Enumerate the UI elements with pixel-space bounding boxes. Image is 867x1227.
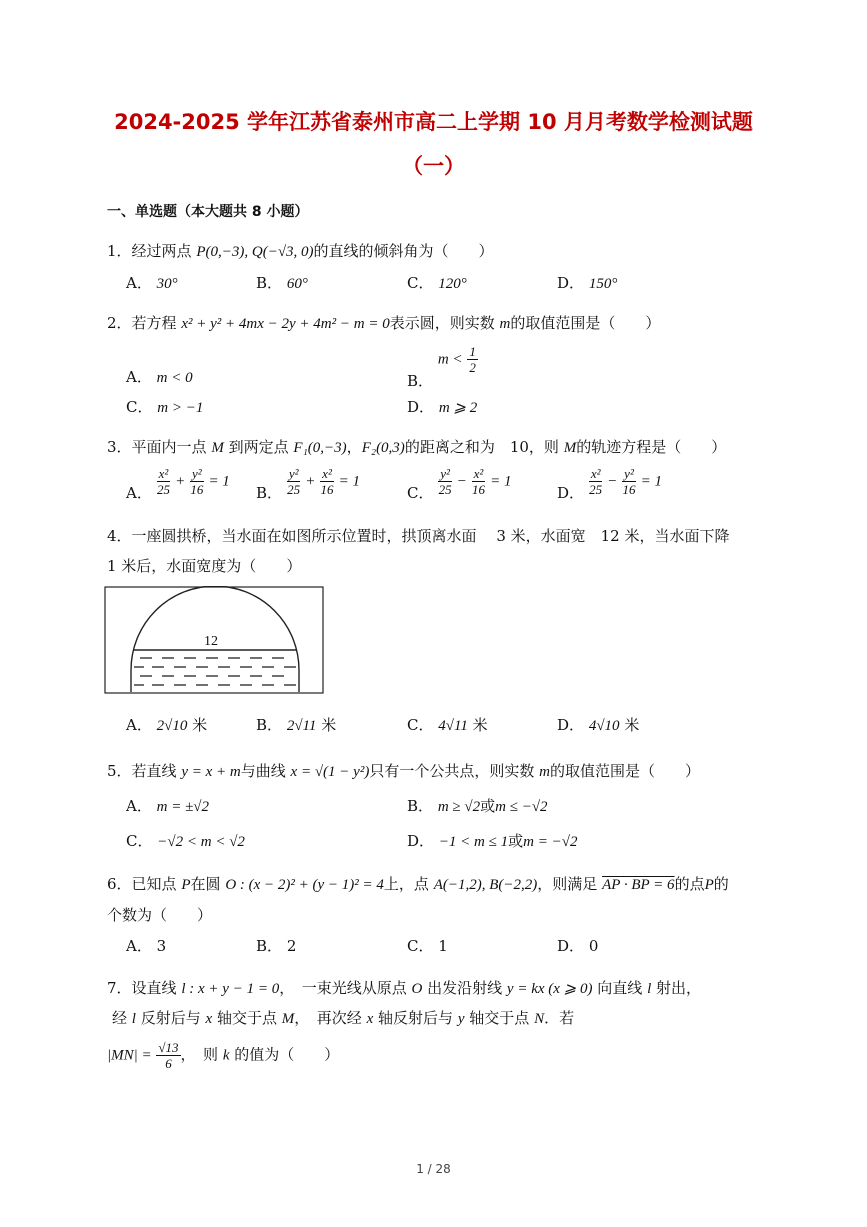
option-b: B． 2√11 米 bbox=[256, 716, 337, 734]
arch-bridge-figure bbox=[104, 586, 326, 696]
question-7-line-3: |MN| = $\frac{√13}{6}$ ， 则 k 的值为（ ） bbox=[107, 1040, 340, 1071]
question-7: 7．设直线 l : x + y − 1 = 0， 一束光线从原点 O 出发沿射线 y = kx (x ⩾ 0) 向直线 l 射出， bbox=[107, 979, 702, 997]
option-b: B． m ≥ √2或m ≤ −√2 bbox=[407, 797, 548, 815]
option-a: A． $\frac{\text{x²}}{25}$ + $\frac{\text{y²}}{16}$ = 1 bbox=[126, 466, 230, 502]
question-number: 4． bbox=[107, 527, 132, 545]
option-c: C． m > −1 bbox=[126, 398, 204, 416]
option-c: C． $\frac{\text{y²}}{25}$ − $\frac{\text{x²}}{16}$ = 1 bbox=[407, 466, 512, 502]
option-a: A． 2√10 米 bbox=[126, 716, 208, 734]
option-d: D． 0 bbox=[557, 937, 599, 955]
math-expr: P(0,−3), Q(−√3, 0) bbox=[196, 244, 314, 260]
question-number: 6． bbox=[107, 875, 132, 893]
figure-width-label: 12 bbox=[204, 634, 218, 649]
fraction: $\frac{1}{2}$ bbox=[469, 344, 476, 375]
question-number: 1． bbox=[107, 242, 132, 260]
question-4-line-2: 1 米后，水面宽度为（ ） bbox=[107, 557, 302, 575]
page-subtitle: （一） bbox=[402, 154, 465, 178]
question-number: 5． bbox=[107, 762, 132, 780]
question-7-line-2: 经 l 反射后与 x 轴交于点 M， 再次经 x 轴反射后与 y 轴交于点 N．若 bbox=[112, 1009, 575, 1027]
question-1: 1．经过两点 P(0,−3), Q(−√3, 0)的直线的倾斜角为（ ） bbox=[107, 242, 494, 260]
option-b: B． $\frac{\text{y²}}{25}$ + $\frac{\text{x²}}{16}$ = 1 bbox=[256, 466, 360, 502]
option-a: A． m < 0 bbox=[126, 368, 193, 386]
option-b: B． 2 bbox=[256, 937, 297, 955]
option-d: D． −1 < m ≤ 1或m = −√2 bbox=[407, 832, 578, 850]
option-c: C． 4√11 米 bbox=[407, 716, 488, 734]
option-a: A． m = ±√2 bbox=[126, 797, 210, 815]
question-6: 6．已知点 P在圆 O : (x − 2)² + (y − 1)² = 4上，点 A(−1,2), B(−2,2)，则满足 AP · BP = 6的点P的 bbox=[107, 875, 729, 893]
fraction: $\frac{√13}{6}$ bbox=[158, 1040, 179, 1071]
option-a: A． 3 bbox=[126, 937, 167, 955]
question-2: 2．若方程 x² + y² + 4mx − 2y + 4m² − m = 0表示圆，则实数 m的取值范围是（ ） bbox=[107, 314, 661, 332]
page-number: 1 / 28 bbox=[416, 1162, 451, 1176]
question-number: 7． bbox=[107, 979, 132, 997]
option-b: B． m < $\frac{1}{2}$ bbox=[407, 344, 476, 390]
section-heading: 一、单选题（本大题共 8 小题） bbox=[107, 204, 309, 220]
question-4: 4．一座圆拱桥，当水面在如图所示位置时，拱顶离水面 3 米，水面宽 12 米，当水面下降 bbox=[107, 527, 730, 545]
question-number: 3． bbox=[107, 438, 132, 456]
question-3: 3．平面内一点 M 到两定点 F₁(0,−3)，F₂(0,3)的距离之和为 10，则 M的轨迹方程是（ ） bbox=[107, 438, 727, 456]
option-c: C． 120° bbox=[407, 274, 467, 292]
option-b: B． 60° bbox=[256, 274, 308, 292]
option-c: C． −√2 < m < √2 bbox=[126, 832, 245, 850]
option-a: A． 30° bbox=[126, 274, 178, 292]
option-d: D． 4√10 米 bbox=[557, 716, 640, 734]
question-5: 5．若直线 y = x + m与曲线 x = √(1 − y²)只有一个公共点，则实数 m的取值范围是（ ） bbox=[107, 762, 700, 780]
option-c: C． 1 bbox=[407, 937, 448, 955]
page-title: 2024-2025 学年江苏省泰州市高二上学期 10 月月考数学检测试题 bbox=[114, 110, 753, 134]
option-d: D． $\frac{\text{x²}}{25}$ − $\frac{\text{y²}}{16}$ = 1 bbox=[557, 466, 662, 502]
water-hatching bbox=[134, 658, 296, 685]
option-d: D． m ⩾ 2 bbox=[407, 398, 478, 416]
question-number: 2． bbox=[107, 314, 132, 332]
option-d: D． 150° bbox=[557, 274, 618, 292]
question-6-line-2: 个数为（ ） bbox=[107, 906, 213, 924]
